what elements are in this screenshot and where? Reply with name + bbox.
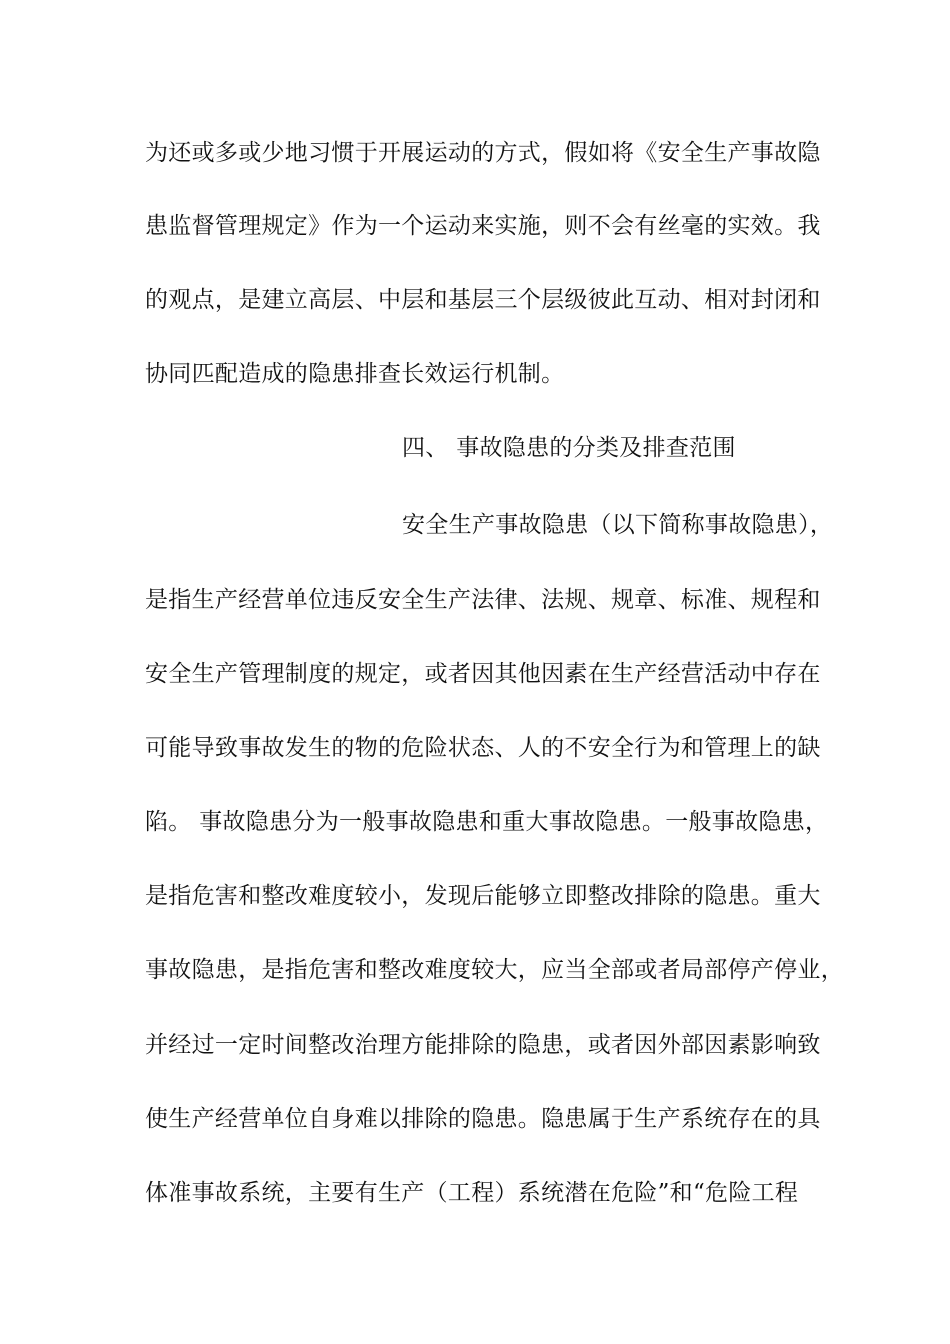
text-line: 事故隐患，是指危害和整改难度较大，应当全部或者局部停产停业，: [145, 957, 844, 983]
text-line: 患监督管理规定》作为一个运动来实施，则不会有丝毫的实效。我: [145, 213, 821, 239]
text-line: 安全生产事故隐患（以下简称事故隐患），: [402, 512, 834, 538]
section-heading: 四、 事故隐患的分类及排查范围: [402, 435, 736, 461]
text-line: 是指生产经营单位违反安全生产法律、法规、规章、标准、规程和: [145, 587, 821, 613]
text-line: 陷。 事故隐患分为一般事故隐患和重大事故隐患。一般事故隐患，: [145, 809, 829, 835]
text-line: 可能导致事故发生的物的危险状态、人的不安全行为和管理上的缺: [145, 735, 821, 761]
text-line: 体准事故系统，主要有生产（工程）系统潜在危险”和“危险工程: [145, 1180, 799, 1206]
text-line: 的观点，是建立高层、中层和基层三个层级彼此互动、相对封闭和: [145, 287, 821, 313]
text-line: 协同匹配造成的隐患排查长效运行机制。: [145, 361, 565, 387]
text-line: 安全生产管理制度的规定，或者因其他因素在生产经营活动中存在: [145, 661, 821, 687]
text-line: 为还或多或少地习惯于开展运动的方式，假如将《安全生产事故隐: [145, 140, 821, 166]
text-line: 使生产经营单位自身难以排除的隐患。隐患属于生产系统存在的具: [145, 1106, 821, 1132]
text-line: 并经过一定时间整改治理方能排除的隐患，或者因外部因素影响致: [145, 1032, 821, 1058]
text-line: 是指危害和整改难度较小，发现后能够立即整改排除的隐患。重大: [145, 883, 821, 909]
